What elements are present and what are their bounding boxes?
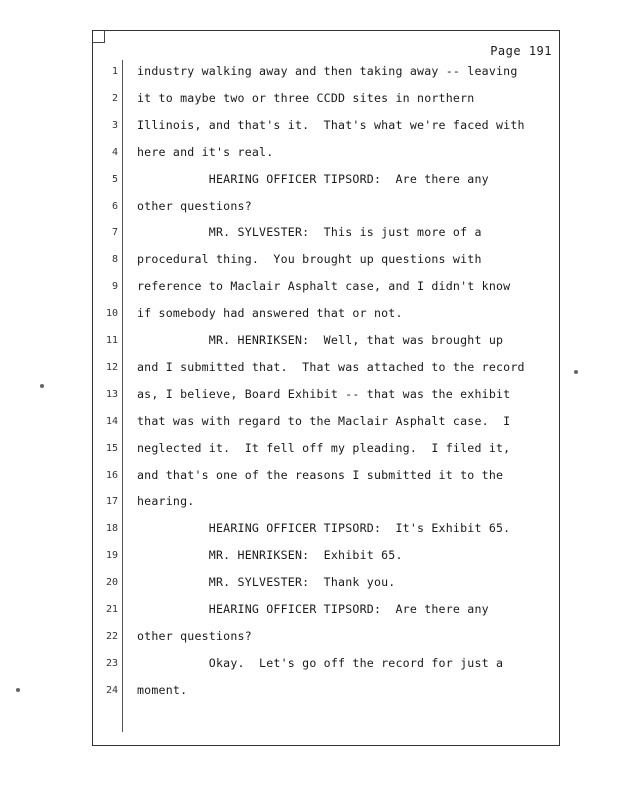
line-number: 19 xyxy=(105,550,118,562)
line-text: Okay. Let's go off the record for just a xyxy=(137,655,504,670)
line-number: 24 xyxy=(105,684,118,696)
margin-speck xyxy=(16,688,20,692)
line-text: it to maybe two or three CCDD sites in northern xyxy=(137,90,475,105)
line-number: 1 xyxy=(111,66,118,77)
line-number: 17 xyxy=(105,496,118,508)
transcript-line xyxy=(0,385,618,411)
page-number: Page 191 xyxy=(490,44,552,58)
line-text: Illinois, and that's it. That's what we're faced with xyxy=(137,117,525,132)
line-text: and that's one of the reasons I submitted it to the xyxy=(137,467,504,482)
line-number: 2 xyxy=(111,92,118,104)
transcript-line xyxy=(0,250,618,276)
line-number: 20 xyxy=(105,577,118,589)
line-number: 3 xyxy=(111,119,118,131)
line-number: 11 xyxy=(105,335,118,346)
line-text: industry walking away and then taking away -- leaving xyxy=(137,64,518,78)
transcript-line xyxy=(0,439,618,465)
line-text: here and it's real. xyxy=(137,144,274,159)
line-number: 4 xyxy=(111,146,118,158)
transcript-line xyxy=(0,223,618,249)
margin-speck xyxy=(574,370,578,374)
transcript-line xyxy=(0,304,618,330)
line-text: MR. SYLVESTER: This is just more of a xyxy=(137,225,482,240)
line-text: hearing. xyxy=(137,494,195,509)
line-text: reference to Maclair Asphalt case, and I didn't know xyxy=(137,279,511,294)
line-text: HEARING OFFICER TIPSORD: Are there any xyxy=(137,171,489,186)
line-text: MR. HENRIKSEN: Exhibit 65. xyxy=(137,548,403,563)
line-text: HEARING OFFICER TIPSORD: It's Exhibit 65. xyxy=(137,521,511,536)
line-number: 22 xyxy=(105,630,118,642)
line-number: 21 xyxy=(105,604,118,615)
transcript-line xyxy=(0,116,618,142)
transcript-line xyxy=(0,546,618,572)
transcript-line xyxy=(0,466,618,492)
line-text: moment. xyxy=(137,682,188,697)
transcript-line xyxy=(0,492,618,518)
line-text: that was with regard to the Maclair Asphalt case. I xyxy=(137,413,511,428)
transcript-line xyxy=(0,143,618,169)
line-number: 10 xyxy=(105,308,118,320)
line-number: 7 xyxy=(111,227,118,239)
line-number: 12 xyxy=(105,361,118,373)
line-text: HEARING OFFICER TIPSORD: Are there any xyxy=(137,602,489,616)
transcript-line xyxy=(0,412,618,438)
line-text: other questions? xyxy=(137,628,252,643)
transcript-line xyxy=(0,600,618,626)
transcript-line xyxy=(0,358,618,384)
margin-speck xyxy=(40,384,44,388)
line-number: 15 xyxy=(105,442,118,454)
line-text: MR. SYLVESTER: Thank you. xyxy=(137,575,396,590)
transcript-line xyxy=(0,277,618,303)
line-number: 9 xyxy=(111,281,118,293)
transcript-line xyxy=(0,331,618,357)
line-number: 6 xyxy=(111,200,118,212)
line-text: neglected it. It fell off my pleading. I filed it, xyxy=(137,440,511,455)
transcript-line xyxy=(0,62,618,88)
line-number: 8 xyxy=(111,254,118,266)
line-number: 23 xyxy=(105,657,118,669)
transcript-line xyxy=(0,681,618,707)
transcript-line xyxy=(0,654,618,680)
transcript-line xyxy=(0,573,618,599)
transcript-line xyxy=(0,197,618,223)
transcript-line xyxy=(0,627,618,653)
line-text: if somebody had answered that or not. xyxy=(137,306,403,321)
line-text: MR. HENRIKSEN: Well, that was brought up xyxy=(137,333,504,347)
line-number: 13 xyxy=(105,388,118,400)
line-number: 18 xyxy=(105,523,118,535)
line-text: other questions? xyxy=(137,198,252,213)
transcript-line xyxy=(0,519,618,545)
transcript-line xyxy=(0,89,618,115)
corner-notch xyxy=(92,30,105,43)
line-text: and I submitted that. That was attached to the record xyxy=(137,359,525,374)
line-text: as, I believe, Board Exhibit -- that was the exhibit xyxy=(137,386,511,401)
line-number: 16 xyxy=(105,469,118,481)
transcript-line xyxy=(0,170,618,196)
line-text: procedural thing. You brought up questions with xyxy=(137,252,482,267)
line-number: 14 xyxy=(105,415,118,427)
line-number: 5 xyxy=(111,173,118,185)
